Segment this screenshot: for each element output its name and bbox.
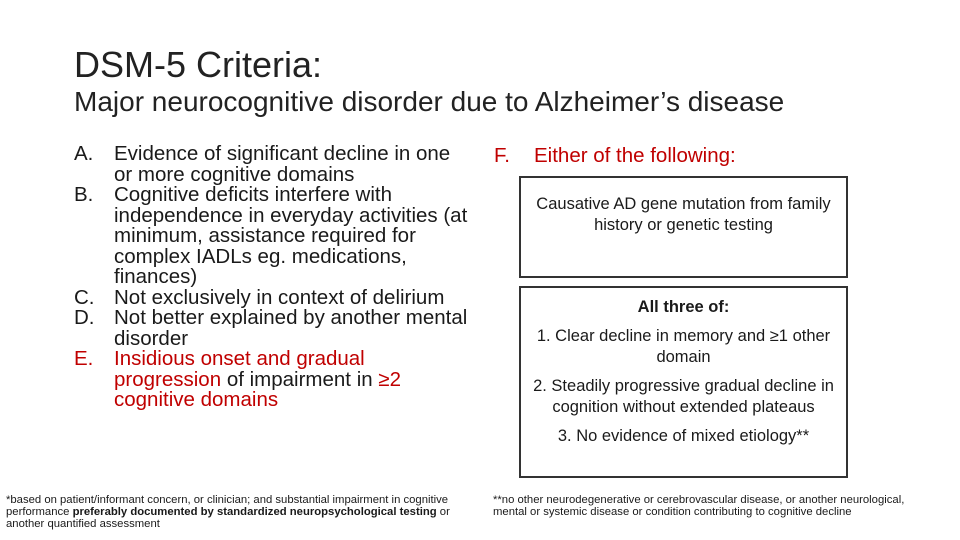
- criterion-b: [74, 185, 474, 288]
- criterion-text: Either of the following:: [534, 144, 736, 167]
- criterion-letter: D.: [74, 306, 95, 329]
- criterion-text-highlight: Insidious onset and gradual progression: [114, 347, 365, 391]
- criterion-f-heading: [494, 144, 736, 168]
- box-item: 2. Steadily progressive gradual decline in cognition without extended plateaus: [533, 377, 834, 416]
- criterion-a: [74, 144, 474, 185]
- criterion-c: [74, 285, 474, 309]
- box-text: Causative AD gene mutation from family history or genetic testing: [536, 195, 831, 234]
- footnote-text: *based on patient/informant concern, or clinician; and substantial impairment in cognitive performance: [6, 494, 449, 518]
- criteria-list: [74, 144, 474, 411]
- slide-subtitle: Major neurocognitive disorder due to Alzheimer’s disease: [74, 86, 785, 117]
- all-three-box: [519, 286, 848, 478]
- criterion-e: [74, 349, 474, 411]
- criterion-text: Evidence of significant decline in one or more cognitive domains: [114, 142, 451, 186]
- gene-mutation-box: [519, 176, 848, 278]
- footnote-right: **no other neurodegenerative or cerebrovascular disease, or another neurological, mental or systemic disease or condition contributing to cognitive decline: [493, 494, 905, 518]
- footnote-left: [6, 494, 471, 530]
- criterion-text: of impairment in: [221, 367, 379, 391]
- box-item: 1. Clear decline in memory and ≥1 other domain: [536, 327, 831, 366]
- criterion-letter: A.: [74, 142, 94, 165]
- criterion-text: Cognitive deficits interfere with independence in everyday activities (at minimum, assistance required for complex IADLs eg. medications, finances): [114, 183, 468, 288]
- criterion-text: Not better explained by another mental disorder: [114, 306, 468, 350]
- box-heading: All three of:: [637, 298, 730, 316]
- criterion-text: Not exclusively in context of delirium: [114, 285, 445, 309]
- criterion-letter: F.: [494, 144, 510, 167]
- criterion-letter: B.: [74, 183, 94, 206]
- slide-title: DSM-5 Criteria:: [74, 44, 323, 85]
- criterion-letter: C.: [74, 285, 95, 309]
- criterion-d: [74, 308, 474, 349]
- box-item: 3. No evidence of mixed etiology**: [557, 427, 810, 445]
- footnote-bold-text: preferably documented by standardized neuropsychological testing: [72, 506, 437, 518]
- criterion-text-highlight: ≥2 cognitive domains: [114, 367, 402, 411]
- footnote-text: or another quantified assessment: [6, 506, 450, 530]
- criterion-letter: E.: [74, 347, 94, 370]
